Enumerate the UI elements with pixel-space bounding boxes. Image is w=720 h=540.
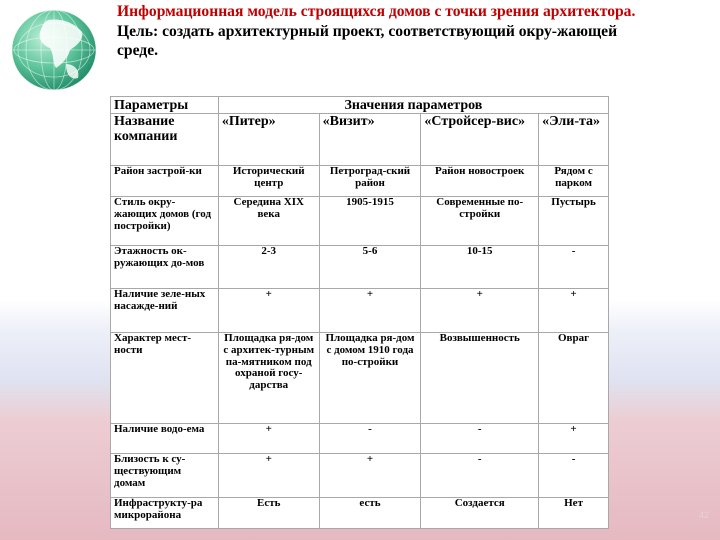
table-row — [111, 246, 609, 289]
page-number: 42 — [698, 510, 709, 520]
company-label-cell: Название компании — [111, 114, 219, 166]
param-cell: Близость к су-ществующим домам — [111, 454, 219, 498]
value-cell: + — [319, 454, 421, 498]
param-cell: Район застрой-ки — [111, 166, 219, 197]
value-cell: + — [421, 289, 539, 333]
slide-title — [117, 2, 637, 61]
table-row — [111, 454, 609, 498]
value-cell: Середина XIX века — [218, 197, 319, 246]
value-cell: Площадка ря-дом с архитек-турным па-мятником под охраной госу-дарства — [218, 333, 319, 424]
value-cell: + — [218, 424, 319, 454]
company-cell: «Питер» — [218, 114, 319, 166]
title-line-1: Информационная модель строящихся домов с точки зрения архитектора. — [117, 3, 636, 20]
value-cell: + — [319, 289, 421, 333]
value-cell: 5-6 — [319, 246, 421, 289]
table-row — [111, 289, 609, 333]
param-cell: Этажность ок-ружающих до-мов — [111, 246, 219, 289]
value-cell: - — [319, 424, 421, 454]
value-cell: - — [421, 424, 539, 454]
value-cell: Площадка ря-дом с домом 1910 года по-стройки — [319, 333, 421, 424]
param-cell: Наличие водо-ема — [111, 424, 219, 454]
value-cell: 1905-1915 — [319, 197, 421, 246]
parameters-table — [110, 96, 609, 529]
value-cell: Нет — [539, 498, 609, 529]
value-cell: Возвышенность — [421, 333, 539, 424]
param-cell: Стиль окру-жающих домов (год постройки) — [111, 197, 219, 246]
value-cell: Исторический центр — [218, 166, 319, 197]
value-cell: Рядом с парком — [539, 166, 609, 197]
header-param-cell: Параметры — [111, 97, 219, 114]
param-cell: Характер мест-ности — [111, 333, 219, 424]
company-cell: «Визит» — [319, 114, 421, 166]
value-cell: 2-3 — [218, 246, 319, 289]
value-cell: Район новостроек — [421, 166, 539, 197]
value-cell: - — [539, 246, 609, 289]
value-cell: Создается — [421, 498, 539, 529]
value-cell: - — [421, 454, 539, 498]
value-cell: + — [539, 424, 609, 454]
value-cell: + — [218, 454, 319, 498]
table-row — [111, 333, 609, 424]
value-cell: - — [539, 454, 609, 498]
param-cell: Наличие зеле-ных насажде-ний — [111, 289, 219, 333]
title-line-2: Цель: создать архитектурный проект, соответствующий окру-жающей среде. — [117, 22, 618, 59]
value-cell: + — [218, 289, 319, 333]
table-row — [111, 424, 609, 454]
value-cell: Современные по-стройки — [421, 197, 539, 246]
table-row — [111, 498, 609, 529]
value-cell: Овраг — [539, 333, 609, 424]
param-cell: Инфраструкту-ра микрорайона — [111, 498, 219, 529]
value-cell: + — [539, 289, 609, 333]
value-cell: Есть — [218, 498, 319, 529]
value-cell: Пустырь — [539, 197, 609, 246]
header-values-cell: Значения параметров — [218, 97, 608, 114]
table-header-row — [111, 97, 609, 114]
company-cell: «Стройсер-вис» — [421, 114, 539, 166]
globe-icon — [8, 6, 100, 94]
company-row — [111, 114, 609, 166]
table-row — [111, 197, 609, 246]
value-cell: Петроград-ский район — [319, 166, 421, 197]
value-cell: 10-15 — [421, 246, 539, 289]
value-cell: есть — [319, 498, 421, 529]
table-row — [111, 166, 609, 197]
company-cell: «Эли-та» — [539, 114, 609, 166]
